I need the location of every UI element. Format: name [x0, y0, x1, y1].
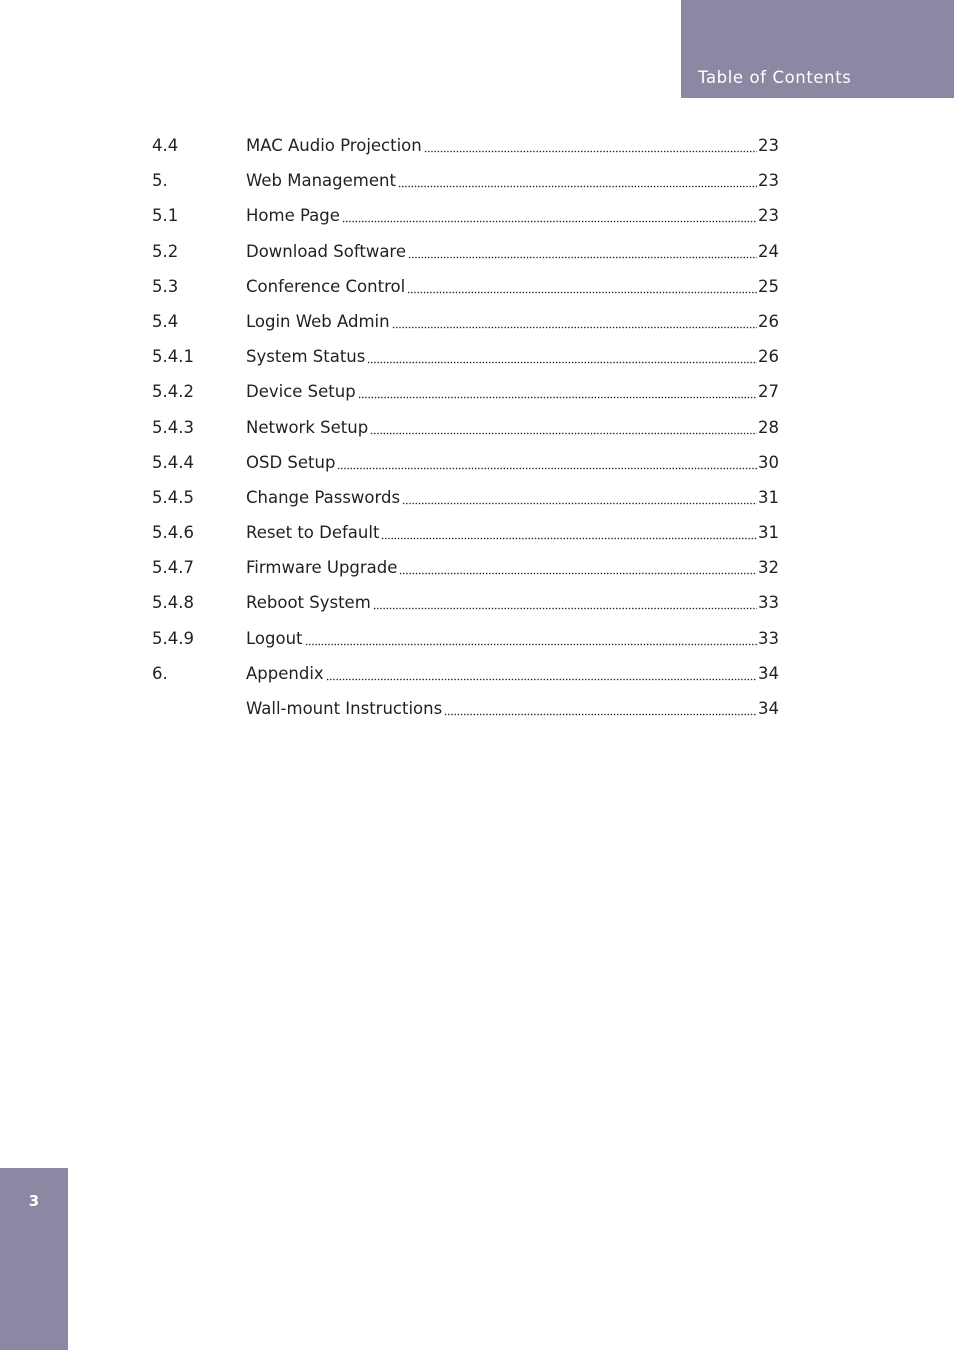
toc-entry[interactable]	[152, 556, 779, 591]
toc-entry[interactable]	[152, 310, 779, 345]
toc-entry-title: Firmware Upgrade	[246, 558, 398, 578]
toc-entry-page: 28	[758, 417, 779, 437]
toc-entry-page: 30	[758, 452, 779, 472]
toc-entry-page: 33	[758, 593, 779, 613]
toc-dot-leader	[407, 288, 757, 294]
toc-entry-page: 27	[758, 382, 779, 402]
toc-dot-leader	[399, 569, 757, 575]
toc-entry-number: 5.4.1	[152, 347, 194, 367]
toc-entry-page: 26	[758, 347, 779, 367]
toc-entry-number: 5.4.6	[152, 523, 194, 543]
toc-entry-number: 5.4.2	[152, 382, 194, 402]
toc-entry-title: MAC Audio Projection	[246, 136, 422, 155]
toc-dot-leader	[337, 464, 757, 470]
header-tab	[681, 0, 954, 98]
toc-entry-number: 6.	[152, 663, 168, 683]
toc-entry[interactable]	[152, 416, 779, 451]
toc-dot-leader	[342, 217, 757, 223]
toc-dot-leader	[373, 604, 757, 610]
toc-entry-title: Reset to Default	[246, 523, 380, 543]
toc-entry-page: 23	[758, 136, 779, 155]
toc-entry-page: 31	[758, 487, 779, 507]
toc-entry[interactable]	[152, 275, 779, 310]
toc-entry[interactable]	[152, 591, 779, 626]
toc-dot-leader	[370, 429, 757, 435]
toc-entry[interactable]	[152, 697, 779, 732]
toc-entry-title: Network Setup	[246, 417, 369, 437]
toc-entry-title: Wall-mount Instructions	[246, 699, 443, 718]
toc-entry[interactable]	[152, 451, 779, 486]
toc-entry[interactable]	[152, 627, 779, 662]
toc-dot-leader	[367, 358, 757, 364]
toc-entry[interactable]	[152, 486, 779, 521]
toc-entry[interactable]	[152, 204, 779, 239]
toc-dot-leader	[392, 323, 757, 329]
toc-entry-page: 23	[758, 171, 779, 191]
toc-entry[interactable]	[152, 521, 779, 556]
toc-entry-number: 5.2	[152, 241, 179, 261]
toc-entry-title: OSD Setup	[246, 452, 336, 472]
toc-entry-page: 26	[758, 311, 779, 331]
toc-entry-page: 24	[758, 241, 779, 261]
toc-entry[interactable]	[152, 134, 779, 169]
toc-entry-page: 31	[758, 523, 779, 543]
toc-entry-page: 34	[758, 663, 779, 683]
toc-entry-page: 33	[758, 628, 779, 648]
toc-entry-title: Download Software	[246, 241, 406, 261]
toc-dot-leader	[305, 640, 758, 646]
page-title: Table of Contents	[698, 68, 852, 87]
toc-entry-number: 5.4.8	[152, 593, 194, 613]
toc-entry-title: System Status	[246, 347, 366, 367]
toc-entry[interactable]	[152, 380, 779, 415]
toc-entry-title: Web Management	[246, 171, 396, 191]
toc-entry[interactable]	[152, 169, 779, 204]
toc-dot-leader	[398, 182, 757, 188]
toc-entry[interactable]	[152, 662, 779, 697]
page-number: 3	[28, 1192, 40, 1210]
toc-dot-leader	[358, 393, 757, 399]
toc-dot-leader	[326, 675, 757, 681]
toc-entry-title: Login Web Admin	[246, 311, 390, 331]
toc-entry-page: 23	[758, 206, 779, 226]
toc-entry-number: 5.1	[152, 206, 179, 226]
toc-dot-leader	[408, 253, 757, 259]
toc-entry-page: 34	[758, 699, 779, 718]
toc-entry-page: 25	[758, 276, 779, 296]
toc-entry-number: 5.4.5	[152, 487, 194, 507]
toc-entry[interactable]	[152, 240, 779, 275]
toc-entry-number: 5.	[152, 171, 168, 191]
toc-entry-title: Device Setup	[246, 382, 356, 402]
toc-entry-number: 5.4.9	[152, 628, 194, 648]
toc-entry-title: Logout	[246, 628, 303, 648]
toc-entry-number: 5.3	[152, 276, 179, 296]
toc-entry-number: 4.4	[152, 136, 179, 155]
toc-entry-number: 5.4.4	[152, 452, 194, 472]
toc-entry-title: Change Passwords	[246, 487, 401, 507]
toc-entry-title: Conference Control	[246, 276, 406, 296]
toc-entry-page: 32	[758, 558, 779, 578]
toc-entry-title: Home Page	[246, 206, 340, 226]
table-of-contents	[152, 134, 779, 732]
toc-dot-leader	[381, 534, 757, 540]
toc-entry-title: Reboot System	[246, 593, 371, 613]
toc-entry-number: 5.4.3	[152, 417, 194, 437]
toc-entry[interactable]	[152, 345, 779, 380]
toc-dot-leader	[402, 499, 757, 505]
toc-entry-title: Appendix	[246, 663, 324, 683]
toc-dot-leader	[424, 147, 757, 153]
toc-dot-leader	[444, 710, 757, 716]
toc-entry-number: 5.4	[152, 311, 179, 331]
page-number-tab	[0, 1168, 68, 1350]
toc-entry-number: 5.4.7	[152, 558, 194, 578]
